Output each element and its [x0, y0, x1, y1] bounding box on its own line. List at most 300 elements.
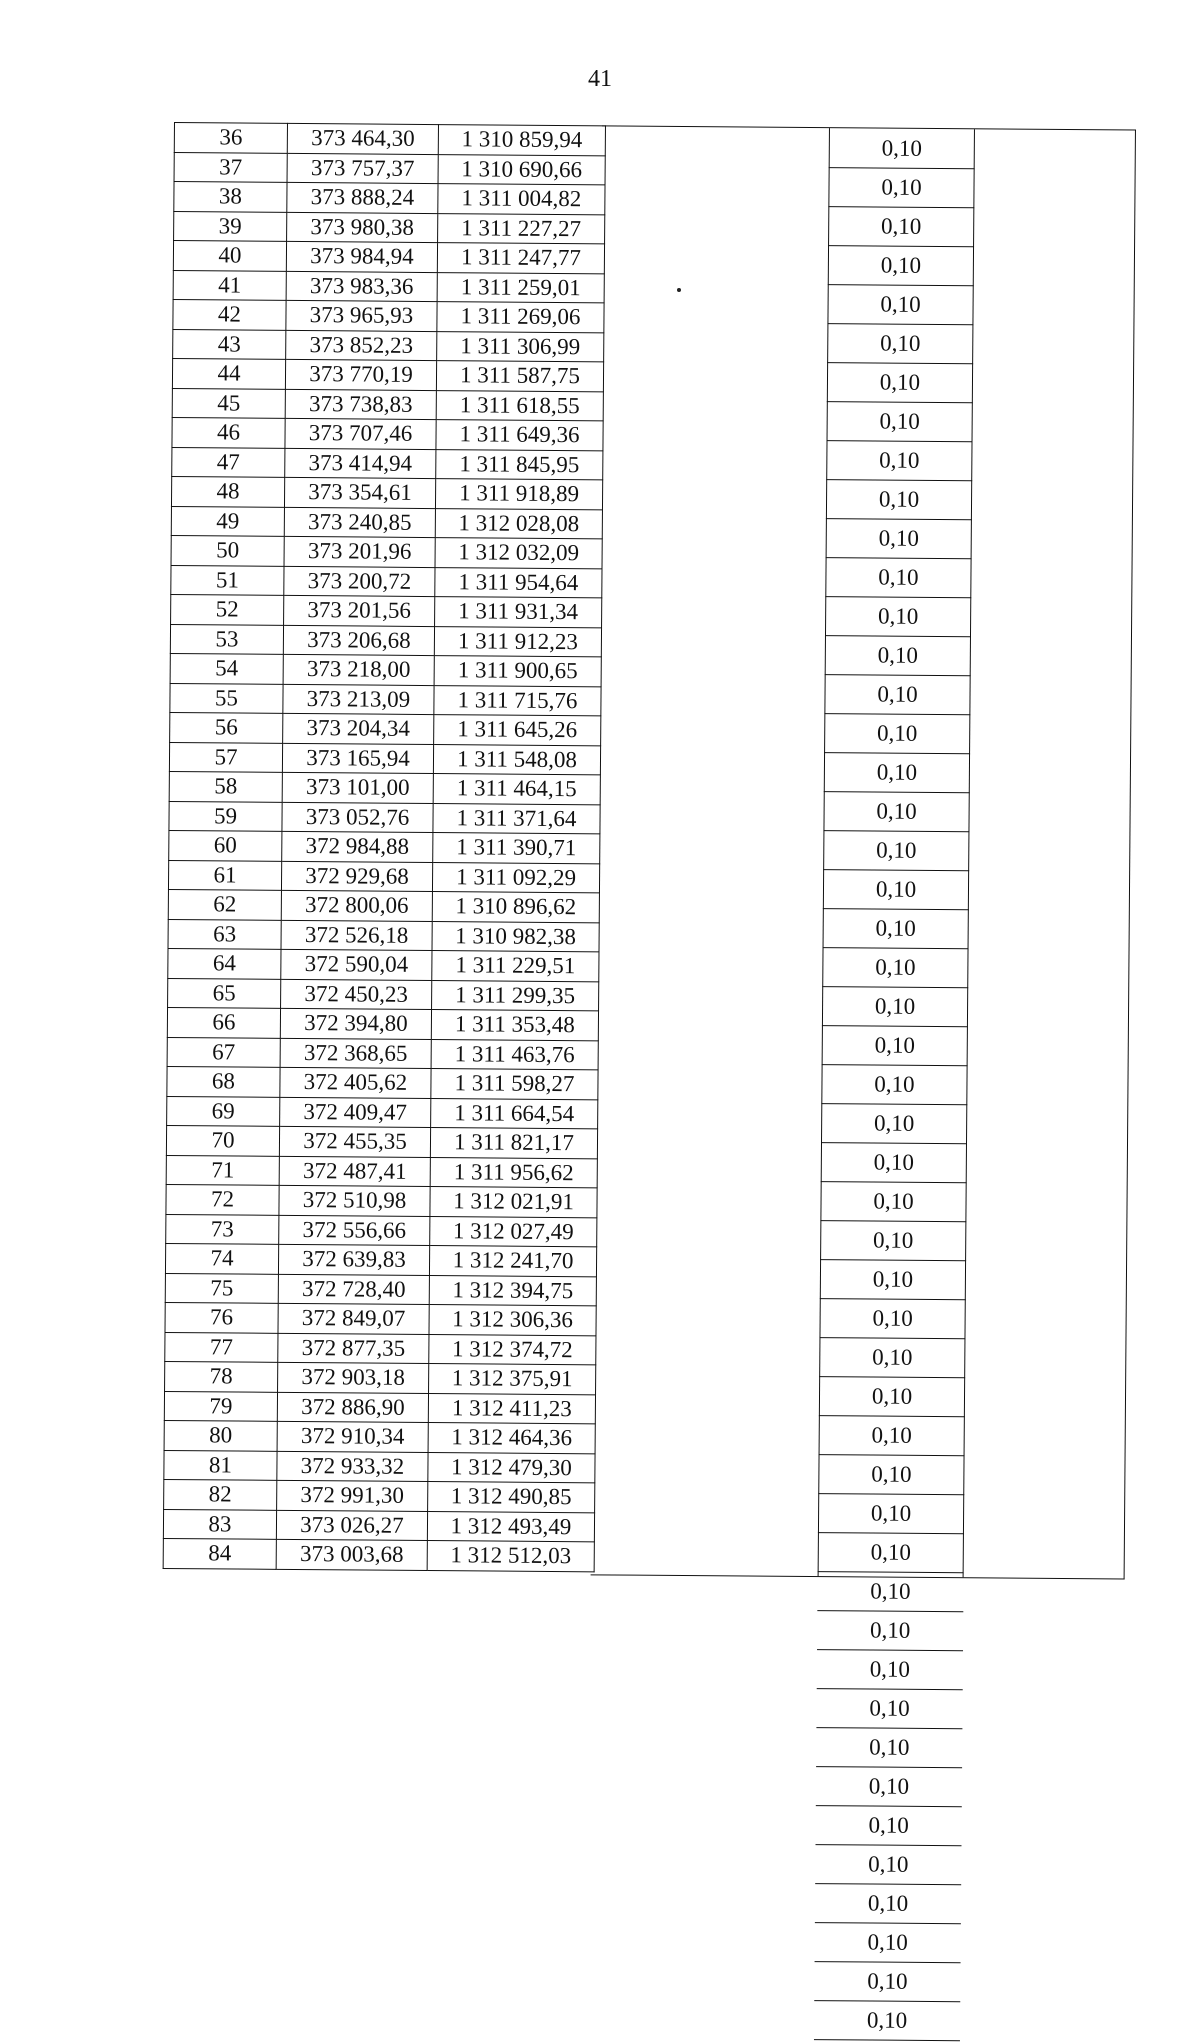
x-coordinate-cell: 372 409,47 [280, 1097, 431, 1128]
table-row [169, 830, 600, 863]
x-coordinate-cell: 372 933,32 [277, 1451, 428, 1482]
value-cell: 0,10 [826, 519, 972, 559]
table-row [817, 1572, 963, 1612]
table-row [823, 870, 969, 910]
value-column-frame [591, 125, 1136, 2033]
table-row [822, 1026, 968, 1066]
table-row [169, 801, 600, 834]
point-number-cell: 49 [171, 506, 284, 536]
value-cell: 0,10 [821, 1065, 967, 1105]
value-cell: 0,10 [822, 1026, 968, 1066]
values-table [814, 129, 975, 2041]
value-cell: 0,10 [826, 441, 972, 481]
table-row [819, 1299, 965, 1339]
value-cell: 0,10 [824, 753, 970, 793]
y-coordinate-cell: 1 311 269,06 [437, 302, 604, 333]
value-cell: 0,10 [815, 1845, 961, 1885]
y-coordinate-cell: 1 310 982,38 [432, 921, 599, 952]
table-row [166, 1155, 597, 1188]
table-row [828, 246, 974, 286]
value-cell: 0,10 [827, 324, 973, 364]
point-number-cell: 58 [169, 771, 282, 801]
y-coordinate-cell: 1 311 931,34 [435, 597, 602, 628]
table-row [826, 519, 972, 559]
value-cell: 0,10 [823, 831, 969, 871]
table-row [165, 1243, 596, 1276]
table-row [163, 1509, 594, 1542]
table-row [818, 1494, 964, 1534]
table-row [167, 1096, 598, 1129]
table-row [166, 1184, 597, 1217]
table-row [172, 447, 603, 480]
x-coordinate-cell: 372 910,34 [277, 1421, 428, 1452]
point-number-cell: 66 [167, 1007, 280, 1037]
table-row [168, 948, 599, 981]
value-cell: 0,10 [818, 1455, 964, 1495]
table-row [825, 558, 971, 598]
x-coordinate-cell: 373 757,37 [287, 153, 438, 184]
value-cell: 0,10 [823, 792, 969, 832]
y-coordinate-cell: 1 310 690,66 [438, 154, 605, 185]
point-number-cell: 78 [165, 1361, 278, 1391]
table-row [174, 182, 605, 215]
point-number-cell: 54 [170, 653, 283, 683]
value-cell: 0,10 [820, 1260, 966, 1300]
x-coordinate-cell: 372 800,06 [281, 890, 432, 921]
point-number-cell: 64 [168, 948, 281, 978]
point-number-cell: 43 [173, 329, 286, 359]
x-coordinate-cell: 373 464,30 [287, 123, 438, 154]
x-coordinate-cell: 372 590,04 [281, 949, 432, 980]
point-number-cell: 80 [164, 1420, 277, 1450]
point-number-cell: 70 [166, 1125, 279, 1155]
y-coordinate-cell: 1 311 463,76 [431, 1039, 598, 1070]
table-row [823, 831, 969, 871]
point-number-cell: 81 [164, 1450, 277, 1480]
point-number-cell: 50 [171, 535, 284, 565]
table-row [174, 152, 605, 185]
x-coordinate-cell: 373 200,72 [284, 566, 435, 597]
table-row [814, 1962, 960, 2002]
point-number-cell: 52 [171, 594, 284, 624]
table-row [165, 1273, 596, 1306]
table-row [167, 1037, 598, 1070]
y-coordinate-cell: 1 311 259,01 [437, 272, 604, 303]
x-coordinate-cell: 373 206,68 [283, 625, 434, 656]
y-coordinate-cell: 1 311 598,27 [431, 1069, 598, 1100]
point-number-cell: 53 [170, 624, 283, 654]
table-row [171, 506, 602, 539]
table-row [823, 909, 969, 949]
point-number-cell: 67 [167, 1037, 280, 1067]
y-coordinate-cell: 1 311 649,36 [436, 420, 603, 451]
y-coordinate-cell: 1 312 032,09 [435, 538, 602, 569]
value-cell: 0,10 [827, 402, 973, 442]
x-coordinate-cell: 372 450,23 [281, 979, 432, 1010]
y-coordinate-cell: 1 312 493,49 [427, 1511, 594, 1542]
table-row [171, 594, 602, 627]
table-row [166, 1214, 597, 1247]
y-coordinate-cell: 1 311 299,35 [432, 980, 599, 1011]
point-number-cell: 61 [168, 860, 281, 890]
y-coordinate-cell: 1 311 353,48 [431, 1010, 598, 1041]
value-cell: 0,10 [827, 363, 973, 403]
coordinates-table [163, 122, 1135, 2033]
point-number-cell: 76 [165, 1302, 278, 1332]
y-coordinate-cell: 1 312 306,36 [429, 1305, 596, 1336]
table-row [173, 241, 604, 274]
y-coordinate-cell: 1 311 912,23 [434, 626, 601, 657]
point-number-cell: 75 [165, 1273, 278, 1303]
y-coordinate-cell: 1 311 821,17 [430, 1128, 597, 1159]
table-row [173, 299, 604, 332]
table-row [822, 948, 968, 988]
x-coordinate-cell: 373 983,36 [286, 271, 437, 302]
point-number-cell: 42 [173, 299, 286, 329]
value-cell: 0,10 [822, 948, 968, 988]
x-coordinate-cell: 373 770,19 [285, 359, 436, 390]
table-row [169, 771, 600, 804]
table-row [818, 1533, 964, 1573]
x-coordinate-cell: 372 903,18 [278, 1362, 429, 1393]
table-row [817, 1650, 963, 1690]
scan-speck [677, 288, 681, 292]
table-row [170, 683, 601, 716]
value-cell: 0,10 [824, 675, 970, 715]
table-row [821, 1104, 967, 1144]
x-coordinate-cell: 373 165,94 [282, 743, 433, 774]
x-coordinate-cell: 373 852,23 [286, 330, 437, 361]
table-row [168, 919, 599, 952]
table-row [828, 207, 974, 247]
table-row [168, 978, 599, 1011]
table-row [168, 860, 599, 893]
table-row [174, 123, 605, 156]
y-coordinate-cell: 1 311 715,76 [434, 685, 601, 716]
value-cell: 0,10 [828, 246, 974, 286]
table-row [167, 1066, 598, 1099]
point-number-cell: 46 [172, 417, 285, 447]
table-row [821, 1065, 967, 1105]
point-number-cell: 65 [168, 978, 281, 1008]
y-coordinate-cell: 1 311 664,54 [431, 1098, 598, 1129]
y-coordinate-cell: 1 312 411,23 [428, 1393, 595, 1424]
table-row [816, 1767, 962, 1807]
y-coordinate-cell: 1 312 028,08 [435, 508, 602, 539]
y-coordinate-cell: 1 311 956,62 [430, 1157, 597, 1188]
table-row [174, 211, 605, 244]
point-number-cell: 83 [163, 1509, 276, 1539]
x-coordinate-cell: 373 980,38 [287, 212, 438, 243]
y-coordinate-cell: 1 312 394,75 [429, 1275, 596, 1306]
values-table-body [814, 129, 975, 2041]
point-number-cell: 56 [170, 712, 283, 742]
point-number-cell: 63 [168, 919, 281, 949]
y-coordinate-cell: 1 311 247,77 [437, 243, 604, 274]
x-coordinate-cell: 373 218,00 [283, 654, 434, 685]
point-number-cell: 82 [164, 1479, 277, 1509]
table-row [825, 597, 971, 637]
table-row [820, 1260, 966, 1300]
table-row [165, 1361, 596, 1394]
table-row [819, 1377, 965, 1417]
table-row [170, 624, 601, 657]
y-coordinate-cell: 1 311 227,27 [438, 213, 605, 244]
y-coordinate-cell: 1 311 229,51 [432, 951, 599, 982]
table-row [165, 1302, 596, 1335]
y-coordinate-cell: 1 312 490,85 [428, 1482, 595, 1513]
x-coordinate-cell: 373 052,76 [282, 802, 433, 833]
y-coordinate-cell: 1 311 618,55 [436, 390, 603, 421]
table-row [164, 1479, 595, 1512]
x-coordinate-cell: 372 368,65 [280, 1038, 431, 1069]
value-cell: 0,10 [814, 2001, 960, 2041]
x-coordinate-cell: 372 510,98 [279, 1185, 430, 1216]
value-cell: 0,10 [828, 207, 974, 247]
point-number-cell: 62 [168, 889, 281, 919]
table-row [172, 417, 603, 450]
point-number-cell: 69 [167, 1096, 280, 1126]
point-number-cell: 51 [171, 565, 284, 595]
table-row [821, 1143, 967, 1183]
points-table [163, 122, 606, 1572]
point-number-cell: 68 [167, 1066, 280, 1096]
y-coordinate-cell: 1 311 464,15 [433, 774, 600, 805]
y-coordinate-cell: 1 310 859,94 [438, 125, 605, 156]
point-number-cell: 71 [166, 1155, 279, 1185]
y-coordinate-cell: 1 312 479,30 [428, 1452, 595, 1483]
table-row [826, 441, 972, 481]
x-coordinate-cell: 372 929,68 [281, 861, 432, 892]
point-number-cell: 84 [163, 1538, 276, 1568]
x-coordinate-cell: 373 738,83 [285, 389, 436, 420]
table-row [820, 1182, 966, 1222]
table-row [819, 1416, 965, 1456]
point-number-cell: 47 [172, 447, 285, 477]
point-number-cell: 73 [166, 1214, 279, 1244]
value-cell: 0,10 [825, 597, 971, 637]
table-row [826, 480, 972, 520]
x-coordinate-cell: 372 991,30 [277, 1480, 428, 1511]
table-row [167, 1007, 598, 1040]
value-cell: 0,10 [814, 1962, 960, 2002]
point-number-cell: 37 [174, 152, 287, 182]
x-coordinate-cell: 373 026,27 [276, 1510, 427, 1541]
x-coordinate-cell: 372 455,35 [279, 1126, 430, 1157]
y-coordinate-cell: 1 311 306,99 [437, 331, 604, 362]
point-number-cell: 45 [172, 388, 285, 418]
y-coordinate-cell: 1 311 092,29 [432, 862, 599, 893]
table-row [827, 324, 973, 364]
value-cell: 0,10 [819, 1299, 965, 1339]
value-cell: 0,10 [828, 168, 974, 208]
page-number: 41 [588, 66, 612, 92]
value-cell: 0,10 [817, 1611, 963, 1651]
table-row [820, 1221, 966, 1261]
y-coordinate-cell: 1 311 918,89 [435, 479, 602, 510]
value-cell: 0,10 [819, 1338, 965, 1378]
x-coordinate-cell: 372 487,41 [279, 1156, 430, 1187]
y-coordinate-cell: 1 311 371,64 [433, 803, 600, 834]
table-row [818, 1455, 964, 1495]
value-cell: 0,10 [816, 1767, 962, 1807]
x-coordinate-cell: 372 639,83 [278, 1244, 429, 1275]
y-coordinate-cell: 1 311 900,65 [434, 656, 601, 687]
y-coordinate-cell: 1 312 241,70 [429, 1246, 596, 1277]
x-coordinate-cell: 373 201,56 [284, 595, 435, 626]
table-row [169, 742, 600, 775]
y-coordinate-cell: 1 312 027,49 [430, 1216, 597, 1247]
point-number-cell: 57 [169, 742, 282, 772]
value-cell: 0,10 [829, 129, 975, 169]
table-row [828, 168, 974, 208]
y-coordinate-cell: 1 311 845,95 [436, 449, 603, 480]
table-row [164, 1420, 595, 1453]
y-coordinate-cell: 1 310 896,62 [432, 892, 599, 923]
y-coordinate-cell: 1 312 512,03 [427, 1541, 594, 1572]
table-row [822, 987, 968, 1027]
table-row [172, 388, 603, 421]
x-coordinate-cell: 373 888,24 [287, 182, 438, 213]
table-row [816, 1689, 962, 1729]
point-number-cell: 74 [165, 1243, 278, 1273]
point-number-cell: 77 [165, 1332, 278, 1362]
table-row [824, 675, 970, 715]
value-cell: 0,10 [816, 1689, 962, 1729]
x-coordinate-cell: 372 405,62 [280, 1067, 431, 1098]
y-coordinate-cell: 1 312 021,91 [430, 1187, 597, 1218]
table-row [170, 653, 601, 686]
point-number-cell: 41 [173, 270, 286, 300]
value-cell: 0,10 [821, 1143, 967, 1183]
point-number-cell: 48 [171, 476, 284, 506]
value-cell: 0,10 [822, 987, 968, 1027]
table-row [172, 358, 603, 391]
table-row [824, 753, 970, 793]
table-row [819, 1338, 965, 1378]
x-coordinate-cell: 372 886,90 [277, 1392, 428, 1423]
value-cell: 0,10 [820, 1182, 966, 1222]
point-number-cell: 36 [174, 123, 287, 153]
point-number-cell: 60 [169, 830, 282, 860]
table-row [164, 1450, 595, 1483]
value-cell: 0,10 [825, 558, 971, 598]
point-number-cell: 55 [170, 683, 283, 713]
value-cell: 0,10 [817, 1572, 963, 1612]
y-coordinate-cell: 1 311 954,64 [435, 567, 602, 598]
value-cell: 0,10 [815, 1923, 961, 1963]
table-row [815, 1884, 961, 1924]
table-row [171, 476, 602, 509]
value-cell: 0,10 [820, 1221, 966, 1261]
table-row [827, 402, 973, 442]
x-coordinate-cell: 373 354,61 [284, 477, 435, 508]
table-row [827, 285, 973, 325]
table-row [173, 329, 604, 362]
value-cell: 0,10 [823, 870, 969, 910]
x-coordinate-cell: 373 984,94 [286, 241, 437, 272]
y-coordinate-cell: 1 311 004,82 [438, 184, 605, 215]
x-coordinate-cell: 372 984,88 [282, 831, 433, 862]
point-number-cell: 44 [172, 358, 285, 388]
value-cell: 0,10 [816, 1728, 962, 1768]
x-coordinate-cell: 372 556,66 [279, 1215, 430, 1246]
table-row [829, 129, 975, 169]
x-coordinate-cell: 372 849,07 [278, 1303, 429, 1334]
point-number-cell: 39 [174, 211, 287, 241]
table-row [817, 1611, 963, 1651]
x-coordinate-cell: 373 965,93 [286, 300, 437, 331]
table-row [824, 714, 970, 754]
y-coordinate-cell: 1 312 374,72 [429, 1334, 596, 1365]
value-cell: 0,10 [825, 636, 971, 676]
x-coordinate-cell: 373 101,00 [282, 772, 433, 803]
y-coordinate-cell: 1 312 464,36 [428, 1423, 595, 1454]
table-row [165, 1332, 596, 1365]
table-row [171, 535, 602, 568]
table-row [173, 270, 604, 303]
value-cell: 0,10 [819, 1377, 965, 1417]
y-coordinate-cell: 1 312 375,91 [429, 1364, 596, 1395]
table-row [171, 565, 602, 598]
table-row [164, 1391, 595, 1424]
point-number-cell: 72 [166, 1184, 279, 1214]
point-number-cell: 79 [164, 1391, 277, 1421]
x-coordinate-cell: 373 707,46 [285, 418, 436, 449]
point-number-cell: 38 [174, 182, 287, 212]
value-cell: 0,10 [821, 1104, 967, 1144]
table-row [816, 1728, 962, 1768]
value-cell: 0,10 [817, 1650, 963, 1690]
y-coordinate-cell: 1 311 548,08 [433, 744, 600, 775]
value-cell: 0,10 [818, 1533, 964, 1573]
x-coordinate-cell: 373 003,68 [276, 1539, 427, 1570]
value-cell: 0,10 [826, 480, 972, 520]
value-cell: 0,10 [815, 1806, 961, 1846]
table-row [827, 363, 973, 403]
value-cell: 0,10 [815, 1884, 961, 1924]
table-row [166, 1125, 597, 1158]
y-coordinate-cell: 1 311 587,75 [436, 361, 603, 392]
value-cell: 0,10 [818, 1494, 964, 1534]
value-cell: 0,10 [824, 714, 970, 754]
x-coordinate-cell: 372 728,40 [278, 1274, 429, 1305]
table-row [815, 1845, 961, 1885]
points-table-body [163, 123, 605, 1572]
x-coordinate-cell: 373 204,34 [283, 713, 434, 744]
value-cell: 0,10 [827, 285, 973, 325]
table-row [825, 636, 971, 676]
y-coordinate-cell: 1 311 645,26 [434, 715, 601, 746]
y-coordinate-cell: 1 311 390,71 [433, 833, 600, 864]
x-coordinate-cell: 372 526,18 [281, 920, 432, 951]
x-coordinate-cell: 373 414,94 [285, 448, 436, 479]
table-row [823, 792, 969, 832]
table-row [163, 1538, 594, 1571]
x-coordinate-cell: 373 213,09 [283, 684, 434, 715]
x-coordinate-cell: 373 201,96 [284, 536, 435, 567]
value-cell: 0,10 [819, 1416, 965, 1456]
value-cell: 0,10 [823, 909, 969, 949]
table-row [168, 889, 599, 922]
x-coordinate-cell: 372 877,35 [278, 1333, 429, 1364]
x-coordinate-cell: 373 240,85 [284, 507, 435, 538]
x-coordinate-cell: 372 394,80 [280, 1008, 431, 1039]
table-row [815, 1806, 961, 1846]
table-row [170, 712, 601, 745]
table-row [814, 2001, 960, 2041]
point-number-cell: 59 [169, 801, 282, 831]
